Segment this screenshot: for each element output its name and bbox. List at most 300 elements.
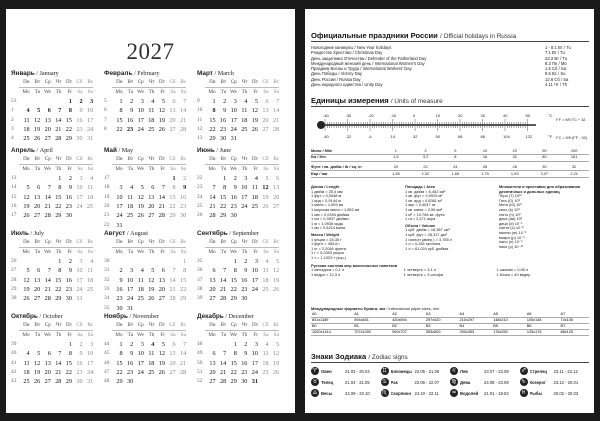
week-number: 48 [104, 378, 110, 385]
holiday-name: День Победы / Victory Day [311, 71, 363, 77]
day-cell: 27 [44, 378, 51, 386]
day-cell: 8 [172, 184, 176, 192]
zodiac-heading: Знаки Зодиака / Zodiac signs [311, 352, 408, 361]
day-cell: 24 [137, 125, 144, 133]
day-cell: 20 [148, 202, 155, 210]
day-cell: 22 [55, 285, 62, 293]
day-empty [216, 340, 227, 349]
day-cell: 17 [137, 359, 144, 367]
celsius-label: °C [548, 113, 553, 118]
week-number: 49 [197, 350, 203, 357]
month-grid [104, 321, 188, 387]
conversion-value: 16 [482, 154, 488, 160]
weekday-en: Th [237, 87, 248, 96]
week-number: 5 [104, 97, 107, 104]
alcohol-line: 1 мензурка = 0,1 л [311, 267, 345, 273]
weekday-en: Tu [30, 164, 41, 173]
day-cell: 13 [169, 350, 176, 358]
conversion-value: 26 [482, 164, 488, 170]
celsius-label: 50 [525, 113, 530, 118]
day-empty [83, 211, 94, 220]
day-cell: 23 [220, 125, 227, 133]
day-cell: 20 [272, 193, 280, 201]
day-cell: 23 [241, 368, 248, 376]
month-name-en: April [39, 147, 53, 154]
day-cell: 27 [209, 378, 216, 386]
day-cell: 11 [127, 193, 134, 201]
day-cell: 9 [119, 276, 123, 284]
month-name-ru: Май [104, 147, 117, 154]
day-cell: 13 [272, 184, 280, 192]
day-cell: 18 [262, 276, 269, 284]
day-cell: 19 [251, 116, 258, 124]
prefix-line: Мега (M) 10⁶ [499, 202, 522, 208]
weekday-ru: Ср [44, 239, 51, 245]
day-cell: 14 [272, 107, 280, 115]
day-empty [133, 377, 144, 386]
weekday-en: Sa [165, 330, 176, 339]
week-number: 9 [197, 97, 200, 104]
day-cell: 18 [86, 276, 94, 284]
weekday-ru: Пт [251, 322, 258, 328]
weekday-ru: Сб [169, 156, 176, 162]
fahrenheit-label: 50 [435, 134, 440, 139]
celsius-label: 10 [435, 113, 440, 118]
area-line: 1 акр = 0,4047 га [405, 202, 436, 208]
day-empty [247, 294, 258, 303]
day-cell: 26 [34, 378, 41, 386]
month-grid [197, 78, 281, 144]
day-cell: 16 [241, 276, 248, 284]
zodiac-sign-icon: ♑ [521, 379, 526, 385]
day-cell: 10 [86, 107, 94, 115]
day-cell: 17 [86, 359, 94, 367]
mass-line: 1 унция = 28,35 г [311, 236, 342, 242]
month-grid [104, 238, 188, 313]
day-cell: 3 [233, 97, 237, 105]
zodiac-range: 21.04 - 21.05 [345, 379, 370, 385]
weekday-en: We [40, 164, 51, 173]
conversion-row [311, 148, 589, 155]
day-cell: 8 [233, 350, 237, 358]
holiday-weekday: Сб / Sa [554, 76, 569, 82]
day-cell: 14 [179, 107, 187, 115]
day-empty [144, 377, 155, 386]
day-cell: 25 [127, 212, 134, 220]
day-cell: 27 [34, 212, 41, 220]
conversion-value: 10 [482, 147, 488, 153]
weekday-ru: Вт [127, 322, 134, 328]
day-cell: 10 [137, 107, 144, 115]
month-name-ru: Июль [11, 230, 29, 237]
thermometer-bulb [317, 121, 325, 129]
day-cell: 26 [262, 202, 269, 210]
day-cell: 6 [151, 184, 155, 192]
weekday-en: Sa [72, 87, 83, 96]
day-empty [19, 97, 30, 106]
alcohol-line: 1 ведро = 12,3 л [311, 271, 341, 277]
day-cell: 19 [148, 285, 155, 293]
day-cell: 16 [76, 359, 83, 367]
month-april [11, 146, 95, 221]
day-empty [72, 211, 83, 220]
day-cell: 25 [23, 378, 30, 386]
day-cell: 22 [116, 125, 123, 133]
day-cell: 9 [68, 267, 72, 275]
day-empty [40, 257, 51, 266]
day-cell: 17 [241, 193, 248, 201]
day-cell: 12 [34, 359, 41, 367]
day-cell: 10 [76, 267, 83, 275]
day-cell: 4 [244, 97, 248, 105]
day-cell: 28 [220, 295, 227, 303]
day-empty [247, 134, 258, 143]
day-empty [205, 257, 216, 266]
day-cell: 1 [183, 257, 187, 265]
weekday-ru: Вт [34, 79, 41, 85]
weekday-en: Mo [19, 247, 30, 256]
day-cell: 27 [209, 295, 216, 303]
weekday-en: Tu [30, 330, 41, 339]
zodiac-range: 23.12 - 20.01 [553, 379, 579, 385]
paper-format-label: A0 [311, 312, 353, 318]
day-cell: 25 [262, 368, 269, 376]
week-header-blank [104, 330, 112, 339]
alcohol-line: 1 четверть = 3 штофа [403, 271, 443, 277]
month-name-en: June [219, 147, 232, 154]
weekday-en: Th [51, 330, 62, 339]
day-empty [269, 377, 280, 386]
units-heading: Единицы измерения / Units of measure [311, 96, 443, 105]
month-name-en: November [132, 313, 159, 320]
fahrenheit-label: 86 [480, 134, 485, 139]
weekday-en: Mo [112, 87, 123, 96]
day-cell: 28 [55, 378, 62, 386]
fahrenheit-label: 104 [503, 134, 510, 139]
day-cell: 8 [58, 267, 62, 275]
week-number: 47 [104, 368, 110, 375]
week-number: 6 [104, 107, 107, 114]
month-february [104, 69, 188, 134]
thermometer-scale [311, 111, 589, 145]
day-cell: 31 [116, 221, 123, 229]
weekday-en: Su [269, 87, 280, 96]
weekday-en: Fr [61, 330, 72, 339]
day-cell: 28 [209, 212, 216, 220]
day-cell: 10 [251, 350, 258, 358]
weekday-en: Fr [61, 247, 72, 256]
day-empty [269, 211, 280, 220]
day-cell: 17 [137, 116, 144, 124]
month-december [197, 312, 281, 387]
week-number: 35 [197, 257, 203, 264]
zodiac-range: 24.10 - 22.11 [414, 390, 439, 396]
day-empty [154, 377, 165, 386]
weekday-ru: Вт [220, 156, 227, 162]
week-number: 19 [104, 193, 110, 200]
day-cell: 5 [37, 350, 41, 358]
day-cell: 11 [23, 116, 30, 124]
volume-line: 1 куб. фут = 28,317 дм³ [405, 231, 447, 237]
weekday-en: Sa [165, 164, 176, 173]
day-cell: 4 [90, 257, 94, 265]
month-grid [197, 155, 281, 221]
day-cell: 21 [158, 202, 165, 210]
weekday-en: Fr [154, 330, 165, 339]
day-cell: 13 [209, 276, 216, 284]
day-cell: 6 [172, 340, 176, 348]
day-cell: 7 [172, 267, 176, 275]
day-cell: 14 [55, 359, 62, 367]
day-cell: 6 [47, 107, 51, 115]
weekday-ru: Пт [65, 156, 72, 162]
week-number: 44 [104, 340, 110, 347]
prefix-line: микро (μ) 10⁻⁶ [499, 234, 525, 240]
units-section [311, 96, 589, 107]
day-empty [83, 294, 94, 303]
week-header-blank [11, 330, 19, 339]
fahrenheit-label: -4 [368, 134, 372, 139]
week-header-blank [104, 78, 112, 87]
month-name-ru: Февраль [104, 70, 133, 77]
day-cell: 12 [158, 350, 165, 358]
prefix-line: пико (p) 10⁻¹² [499, 243, 524, 249]
conversion-value: 1 [394, 147, 397, 153]
day-empty [205, 340, 216, 349]
day-cell: 1 [68, 340, 72, 348]
month-name-en: October [42, 313, 63, 320]
day-cell: 29 [65, 135, 72, 143]
weekday-ru: Пт [251, 239, 258, 245]
day-cell: 1 [58, 257, 62, 265]
conversion-value: 20 [512, 147, 517, 153]
week-header-blank [197, 87, 205, 96]
week-number: 17 [104, 174, 110, 181]
week-header-blank [104, 321, 112, 330]
day-empty [269, 294, 280, 303]
day-cell: 14 [44, 193, 51, 201]
zodiac-range: 22.05 - 21.06 [414, 368, 440, 374]
weekday-ru: Чт [148, 156, 155, 162]
day-cell: 11 [262, 267, 269, 275]
weekday-ru: Вс [180, 322, 187, 328]
day-cell: 3 [140, 97, 144, 105]
week-number: 24 [197, 193, 203, 200]
day-empty [237, 134, 248, 143]
day-cell: 26 [158, 125, 165, 133]
weekday-en: Mo [19, 330, 30, 339]
day-cell: 18 [137, 285, 144, 293]
weekday-en: Fr [247, 87, 258, 96]
month-grid [11, 238, 95, 304]
day-cell: 8 [233, 267, 237, 275]
day-cell: 28 [220, 378, 227, 386]
day-cell: 12 [23, 276, 30, 284]
zodiac-range: 22.06 - 22.07 [414, 379, 440, 385]
day-cell: 27 [169, 368, 176, 376]
day-cell: 31 [230, 135, 237, 143]
day-cell: 26 [137, 212, 144, 220]
day-cell: 2 [244, 340, 248, 348]
week-number: 33 [104, 285, 110, 292]
day-cell: 28 [179, 368, 187, 376]
alcohol-measures: Русская система мер алкогольных напитков 1 мензурка = 0,1 л 1 четверть = 3,1 л 1 шкалик = 0,06 л 1 ведро = 12,3 л 1 четверть = 3 штофа 1 бочка = 40 ведер [311, 264, 589, 278]
volume-line: 1 л = 0,264 галлона [405, 241, 441, 247]
weekday-en: Th [51, 164, 62, 173]
day-cell: 29 [230, 295, 237, 303]
holidays-list [311, 45, 589, 87]
day-cell: 2 [233, 174, 237, 182]
day-cell: 12 [137, 193, 144, 201]
weekday-ru: Ср [44, 156, 51, 162]
day-cell: 2 [68, 257, 72, 265]
conversion-rows [311, 148, 589, 178]
prefix-line: нано (n) 10⁻⁹ [499, 239, 523, 245]
month-grid [11, 155, 95, 221]
day-cell: 14 [220, 276, 227, 284]
weekday-en: Su [176, 247, 187, 256]
weekday-en: Su [269, 330, 280, 339]
weekday-ru: Чт [55, 322, 62, 328]
alcohol-line: 1 шкалик = 0,06 л [496, 267, 529, 273]
weekday-en: Mo [112, 330, 123, 339]
weekday-en: Fr [247, 247, 258, 256]
weekday-en: Sa [165, 87, 176, 96]
weekday-ru: Пт [158, 79, 165, 85]
weekday-en: Th [144, 87, 155, 96]
day-cell: 1 [223, 174, 227, 182]
week-number: 40 [11, 350, 17, 357]
week-number: 18 [104, 184, 110, 191]
day-cell: 29 [55, 295, 62, 303]
day-cell: 13 [34, 276, 41, 284]
day-cell: 12 [158, 107, 165, 115]
month-title: Ноябрь / November [104, 313, 159, 320]
weekday-ru: Вс [87, 79, 94, 85]
day-cell: 11 [137, 276, 144, 284]
paper-format-label: B3 [425, 323, 459, 329]
day-empty [133, 257, 144, 266]
month-may [104, 146, 188, 230]
celsius-label: -20 [368, 113, 374, 118]
day-cell: 27 [158, 295, 165, 303]
celsius-label: 40 [503, 113, 508, 118]
month-march [197, 69, 281, 144]
weekday-en: Tu [123, 164, 134, 173]
volume-line: 1 куб. дюйм = 16,387 см³ [405, 227, 450, 233]
month-title: Декабрь / December [197, 313, 254, 320]
day-cell: 13 [158, 276, 165, 284]
day-cell: 8 [119, 107, 123, 115]
prefix-line: кило (k) 10³ [499, 206, 520, 212]
day-cell: 30 [127, 378, 134, 386]
weekday-ru: Чт [148, 239, 155, 245]
holiday-date-value: 9.5 [545, 71, 551, 77]
day-cell: 30 [76, 378, 83, 386]
day-cell: 7 [183, 340, 187, 348]
weekday-ru: Пн [209, 322, 216, 328]
day-cell: 27 [262, 125, 269, 133]
month-name-en: January [39, 70, 59, 77]
weekday-ru: Ср [230, 322, 237, 328]
day-cell: 14 [44, 276, 51, 284]
day-cell: 16 [230, 193, 237, 201]
weekday-en: Mo [112, 247, 123, 256]
day-cell: 23 [230, 202, 237, 210]
day-cell: 17 [251, 359, 258, 367]
weekday-ru: Чт [241, 79, 248, 85]
week-header-blank [11, 87, 19, 96]
day-cell: 15 [179, 276, 187, 284]
holiday-name: Рождество Христово / Christmas Day [311, 50, 383, 56]
day-cell: 29 [116, 378, 123, 386]
weekday-en: Mo [112, 164, 123, 173]
zodiac-item [381, 378, 451, 386]
length-line: 1 фут = 0,3048 м [311, 193, 342, 199]
day-cell: 3 [79, 257, 83, 265]
paper-format-label: B6 [526, 323, 560, 329]
zodiac-sign-icon: ♐ [521, 368, 526, 374]
day-cell: 19 [272, 359, 280, 367]
day-cell: 30 [116, 304, 123, 312]
week-header-blank [197, 330, 205, 339]
day-cell: 11 [23, 359, 30, 367]
weekday-ru: Вс [87, 156, 94, 162]
weekday-en: Sa [258, 87, 269, 96]
prefix-line: Тера (T) 10¹² [499, 193, 522, 199]
day-cell: 20 [209, 368, 216, 376]
paper-format-size: 250x353 [459, 329, 493, 335]
day-empty [40, 340, 51, 349]
day-cell: 21 [44, 285, 51, 293]
week-number: 41 [11, 359, 17, 366]
day-cell: 10 [241, 184, 248, 192]
day-cell: 22 [65, 125, 72, 133]
weekday-ru: Вс [273, 322, 280, 328]
week-number: 38 [197, 285, 203, 292]
day-cell: 23 [76, 125, 83, 133]
weekday-en: We [133, 87, 144, 96]
day-empty [40, 97, 51, 106]
week-header-blank [197, 155, 205, 164]
day-empty [258, 377, 269, 386]
holiday-name: День России / Russia Day [311, 76, 361, 82]
holiday-row [311, 82, 589, 87]
paper-format-label: B2 [391, 323, 425, 329]
day-cell: 29 [220, 212, 227, 220]
weekday-ru: Чт [241, 322, 248, 328]
week-number: 15 [11, 193, 17, 200]
month-title: Июнь / June [197, 147, 232, 154]
weekday-en: Sa [258, 330, 269, 339]
month-title: Январь / January [11, 70, 59, 77]
day-cell: 24 [241, 202, 248, 210]
day-cell: 21 [272, 116, 280, 124]
zodiac-name: Рыбы [529, 390, 543, 396]
paper-format-size: 420x594 [391, 317, 425, 323]
week-number: 22 [197, 174, 203, 181]
day-cell: 2 [130, 97, 134, 105]
day-cell: 8 [68, 107, 72, 115]
paper-format-label: B0 [311, 323, 353, 329]
zodiac-range: 21.03 - 20.04 [345, 368, 370, 374]
day-cell: 23 [179, 202, 187, 210]
day-empty [205, 174, 216, 183]
week-header-blank [104, 238, 112, 247]
paper-sizes-table [311, 312, 589, 336]
day-cell: 8 [223, 184, 227, 192]
month-grid [104, 155, 188, 230]
